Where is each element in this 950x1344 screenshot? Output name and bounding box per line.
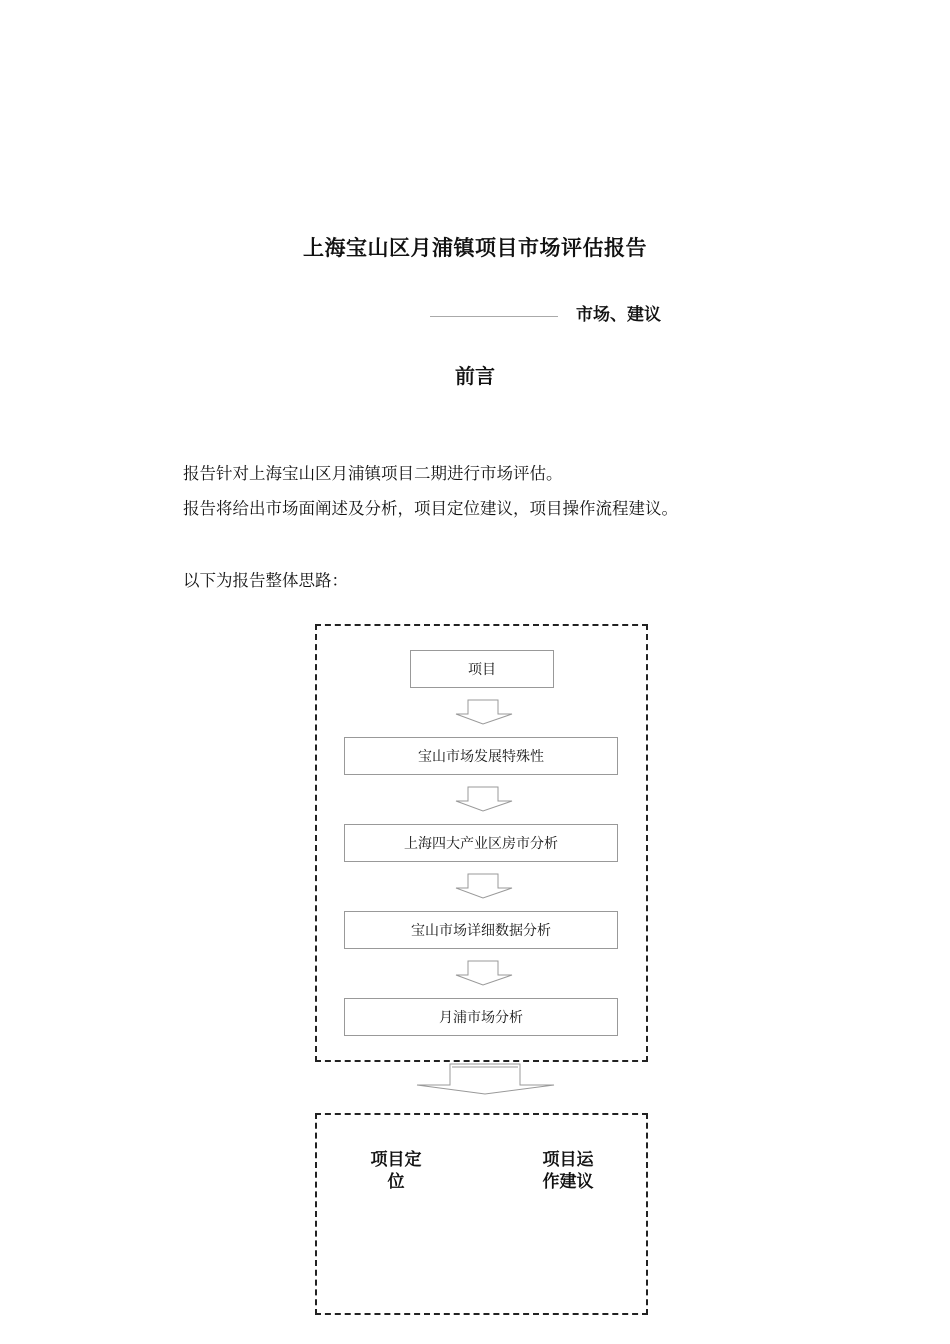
subtitle-rule xyxy=(430,316,558,317)
down-arrow-icon xyxy=(454,960,514,986)
project-operation-label xyxy=(532,1149,604,1193)
outputs-container xyxy=(315,1113,648,1315)
flow-step-yuepu-market: 月浦市场分析 xyxy=(344,998,618,1036)
operation-line-1: 项目运 xyxy=(542,1150,594,1170)
positioning-line-2: 位 xyxy=(387,1172,405,1192)
flow-step-baoshan-market: 宝山市场发展特殊性 xyxy=(344,737,618,775)
report-subtitle: 市场、建议 xyxy=(576,305,661,325)
large-down-arrow-icon xyxy=(416,1063,556,1095)
operation-line-2: 作建议 xyxy=(542,1172,594,1192)
positioning-line-1: 项目定 xyxy=(370,1150,422,1170)
flow-step-project: 项目 xyxy=(410,650,554,688)
project-positioning-label xyxy=(360,1149,432,1193)
paragraph-scope: 报告针对上海宝山区月浦镇项目二期进行市场评估。 xyxy=(183,464,563,483)
flow-step-industrial-zones: 上海四大产业区房市分析 xyxy=(344,824,618,862)
paragraph-outline-intro: 以下为报告整体思路： xyxy=(183,571,348,590)
down-arrow-icon xyxy=(454,699,514,725)
down-arrow-icon xyxy=(454,873,514,899)
paragraph-contents: 报告将给出市场面阐述及分析，项目定位建议，项目操作流程建议。 xyxy=(183,499,678,518)
flow-step-baoshan-data: 宝山市场详细数据分析 xyxy=(344,911,618,949)
preface-heading: 前言 xyxy=(455,364,495,388)
down-arrow-icon xyxy=(454,786,514,812)
report-title: 上海宝山区月浦镇项目市场评估报告 xyxy=(303,236,647,260)
